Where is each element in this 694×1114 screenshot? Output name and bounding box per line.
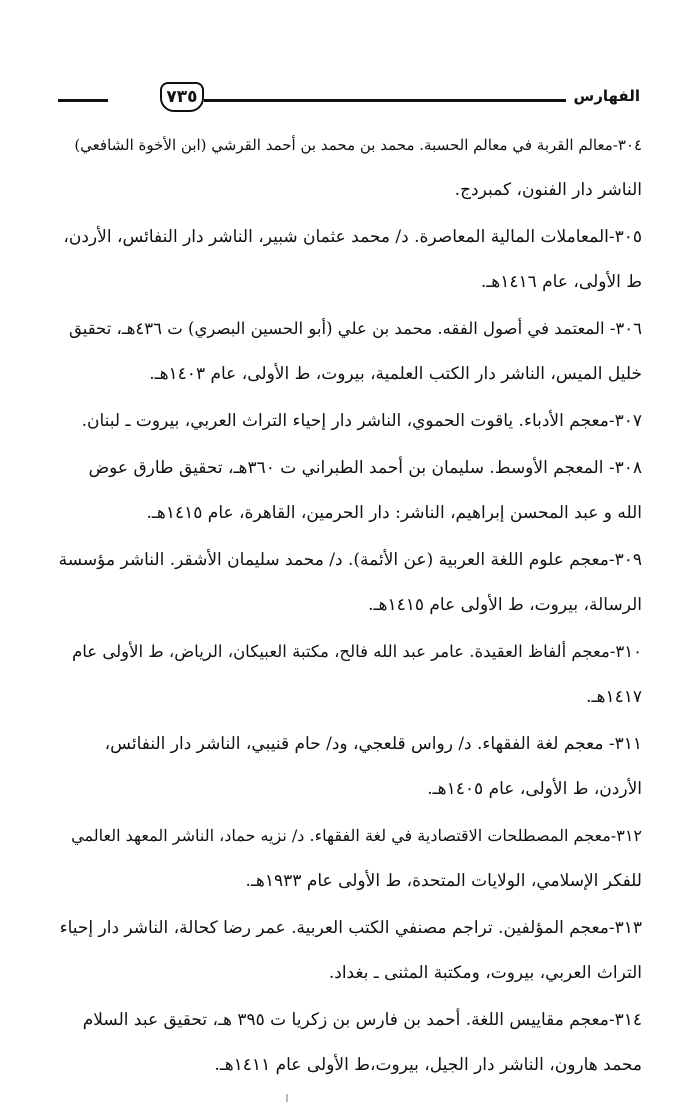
header-rule-left [58, 99, 108, 102]
page-number: ٧٣٥ [160, 82, 204, 112]
bibliography-entry-304 [58, 132, 642, 203]
bibliography-entry-305 [58, 224, 642, 295]
bibliography-entry-314 [58, 1007, 642, 1078]
entry-line: ٣٠٨- المعجم الأوسط. سليمان بن أحمد الطبراني ت ٣٦٠هـ، تحقيق طارق عوض [88, 458, 642, 478]
entry-line: للفكر الإسلامي، الولايات المتحدة، ط الأولى عام ١٩٣٣هـ. [245, 871, 642, 891]
entry-line: خليل الميس، الناشر دار الكتب العلمية، بيروت، ط الأولى، عام ١٤٠٣هـ. [149, 364, 642, 384]
entry-line: ٣١٣-معجم المؤلفين. تراجم مصنفي الكتب العربية. عمر رضا كحالة، الناشر دار إحياء [59, 918, 642, 938]
entry-line: ٣١٤-معجم مقاييس اللغة. أحمد بن فارس بن زكريا ت ٣٩٥ هـ، تحقيق عبد السلام [82, 1010, 642, 1030]
bibliography-entry-306 [58, 316, 642, 387]
bibliography-entry-309 [58, 547, 642, 618]
bibliography-entry-308 [58, 455, 642, 526]
running-title: الفهارس [573, 87, 640, 105]
bibliography-entry-311 [58, 731, 642, 802]
entry-line: ط الأولى، عام ١٤١٦هـ. [480, 272, 642, 292]
entry-line: الناشر دار الفنون، كمبردج. [454, 180, 642, 200]
entry-line: ٣١٢-معجم المصطلحات الاقتصادية في لغة الفقهاء. د/ نزيه حماد، الناشر المعهد العالمي [71, 826, 642, 845]
entry-line: ٣٠٩-معجم علوم اللغة العربية (عن الأئمة). د/ محمد سليمان الأشقر. الناشر مؤسسة [58, 550, 642, 570]
header-rule-right [204, 99, 566, 102]
scan-mark [286, 1094, 288, 1102]
entry-line: محمد هارون، الناشر دار الجيل، بيروت،ط الأولى عام ١٤١١هـ. [214, 1055, 642, 1075]
entry-line: ٣١١- معجم لغة الفقهاء. د/ رواس قلعجي، ود/ حام قنيبي، الناشر دار النفائس، [104, 734, 642, 754]
entry-line: ٣٠٥-المعاملات المالية المعاصرة. د/ محمد عثمان شبير، الناشر دار النفائس، الأردن، [63, 227, 642, 247]
entry-line: ٣١٠-معجم ألفاظ العقيدة. عامر عبد الله فالح، مكتبة العبيكان، الرياض، ط الأولى عام [72, 642, 642, 661]
entry-line: الله و عبد المحسن إبراهيم، الناشر: دار الحرمين، القاهرة، عام ١٤١٥هـ. [146, 503, 642, 523]
bibliography-entry-310 [58, 639, 642, 710]
entry-line: ٣٠٦- المعتمد في أصول الفقه. محمد بن علي (أبو الحسين البصري) ت ٤٣٦هـ، تحقيق [68, 319, 642, 338]
entry-line: الرسالة، بيروت، ط الأولى عام ١٤١٥هـ. [368, 595, 642, 615]
entry-line: الأردن، ط الأولى، عام ١٤٠٥هـ. [427, 779, 642, 799]
entry-line: ٣٠٤-معالم القربة في معالم الحسبة. محمد بن محمد بن أحمد القرشي (ابن الأخوة الشافعي) [74, 136, 642, 154]
page-header [58, 82, 640, 120]
entry-line: التراث العربي، بيروت، ومكتبة المثنى ـ بغداد. [328, 963, 642, 983]
bibliography-entry-307 [58, 408, 642, 434]
bibliography-entry-313 [58, 915, 642, 986]
entry-line: ٣٠٧-معجم الأدباء. ياقوت الحموي، الناشر دار إحياء التراث العربي، بيروت ـ لبنان. [81, 411, 642, 431]
bibliography-entry-312 [58, 823, 642, 894]
entry-line: ١٤١٧هـ. [586, 687, 642, 707]
bibliography-list [58, 132, 642, 1099]
